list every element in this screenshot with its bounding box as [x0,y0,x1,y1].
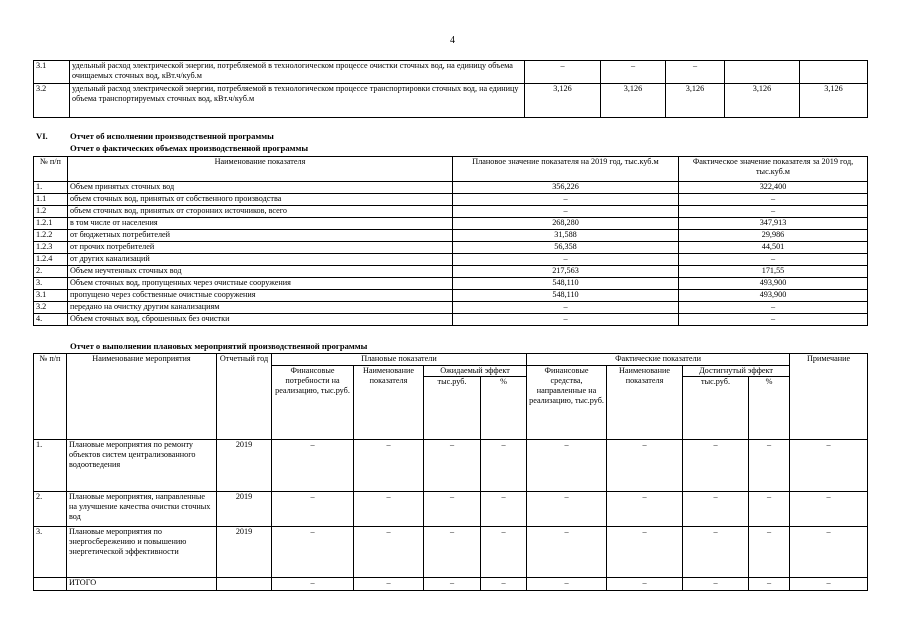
cell-value: – [527,578,607,591]
row-number: 3.2 [34,302,68,314]
cell-value [725,61,800,84]
row-number: 3.1 [34,290,68,302]
plan-value: 268,280 [453,218,679,230]
section-title: Отчет об исполнении производственной программы [70,131,274,141]
plan-value: 31,588 [453,230,679,242]
header-actual: Фактические показатели [527,354,790,366]
plan-value: 548,110 [453,278,679,290]
row-number: 3. [34,278,68,290]
cell-value: – [749,492,790,527]
page-number: 4 [450,35,455,46]
section-number: VI. [36,131,48,141]
cell-value: 3,126 [601,84,666,118]
row-number [34,578,67,591]
cell-value: – [683,527,749,578]
row-number: 1.2.2 [34,230,68,242]
table-row [34,527,868,578]
row-name: удельный расход электрической энергии, потребляемой в технологическом процессе очистки сточных вод, на единицу объема очищаемых сточных вод, кВт.ч/куб.м [70,61,525,84]
events-section-title: Отчет о выполнении плановых мероприятий производственной программы [70,341,368,351]
header-fin-fact: Финансовые средства, направленные на реализацию, тыс.руб. [527,366,607,440]
cell-value: – [683,440,749,492]
cell-value: – [607,578,683,591]
plan-value: 56,358 [453,242,679,254]
row-year: 2019 [217,492,272,527]
row-name: Плановые мероприятия по энергосбережению и повышению энергетической эффективности [67,527,217,578]
plan-value: 217,563 [453,266,679,278]
table-row [34,302,868,314]
fact-value: 493,900 [679,278,868,290]
table-row [34,182,868,194]
row-number: 2. [34,266,68,278]
header-achieved-effect: Достигнутый эффект [683,366,790,377]
table-row [34,242,868,254]
row-number: 1.2.3 [34,242,68,254]
header-percent: % [481,377,527,440]
row-number: 1. [34,440,67,492]
row-name: в том числе от населения [68,218,453,230]
cell-value: – [481,492,527,527]
plan-value: – [453,302,679,314]
cell-value: 3,126 [525,84,601,118]
cell-value: 3,126 [666,84,725,118]
fact-value: 29,986 [679,230,868,242]
header-year: Отчетный год [217,354,272,440]
section-subtitle: Отчет о фактических объемах производственной программы [70,143,309,153]
header-num: № п/п [34,157,68,182]
cell-value: – [481,578,527,591]
fact-value: – [679,206,868,218]
header-planned: Плановые показатели [272,354,527,366]
cell-value: – [527,527,607,578]
row-name: Объем принятых сточных вод [68,182,453,194]
cell-value: – [481,527,527,578]
table-row [34,492,868,527]
total-row [34,578,868,591]
fact-value: 493,900 [679,290,868,302]
cell-value [800,61,868,84]
header-fact: Фактическое значение показателя за 2019 год, тыс.куб.м [679,157,868,182]
cell-value: – [607,527,683,578]
header-plan: Плановое значение показателя на 2019 год, тыс.куб.м [453,157,679,182]
table-row [34,218,868,230]
cell-value: – [683,578,749,591]
table-row [34,254,868,266]
cell-value: – [424,578,481,591]
row-name: пропущено через собственные очистные сооружения [68,290,453,302]
table-row [34,84,868,118]
row-name: от других канализаций [68,254,453,266]
row-year: 2019 [217,527,272,578]
row-number: 3. [34,527,67,578]
cell-value: – [607,492,683,527]
table-row [34,194,868,206]
table-row [34,290,868,302]
row-year: 2019 [217,440,272,492]
cell-value: – [272,440,354,492]
row-name: от бюджетных потребителей [68,230,453,242]
fact-value: 171,55 [679,266,868,278]
plan-value: 548,110 [453,290,679,302]
cell-value: – [525,61,601,84]
header-num: № п/п [34,354,67,440]
cell-value: – [790,440,868,492]
cell-value: – [272,578,354,591]
plan-value: – [453,254,679,266]
header-name: Наименование мероприятия [67,354,217,440]
cell-value: – [790,492,868,527]
fact-value: – [679,302,868,314]
table-header-row [34,354,868,366]
row-name: ИТОГО [67,578,217,591]
cell-value: 3,126 [800,84,868,118]
cell-value: – [354,578,424,591]
row-name: Плановые мероприятия, направленные на улучшение качества очистки сточных вод [67,492,217,527]
cell-value: – [272,492,354,527]
cell-value: – [481,440,527,492]
table-row [34,61,868,84]
row-number: 3.2 [34,84,70,118]
energy-consumption-table [33,60,868,118]
plan-value: – [453,194,679,206]
row-name: Объем сточных вод, сброшенных без очистки [68,314,453,326]
cell-value: – [749,578,790,591]
plan-value: 356,226 [453,182,679,194]
row-name: Объем сточных вод, пропущенных через очистные сооружения [68,278,453,290]
planned-events-table [33,353,868,591]
row-name: от прочих потребителей [68,242,453,254]
cell-value: – [749,440,790,492]
row-name: Плановые мероприятия по ремонту объектов систем централизованного водоотведения [67,440,217,492]
cell-value: – [527,492,607,527]
fact-value: – [679,254,868,266]
plan-value: – [453,206,679,218]
table-row [34,266,868,278]
table-row [34,440,868,492]
header-percent: % [749,377,790,440]
row-number: 1. [34,182,68,194]
cell-value: – [527,440,607,492]
header-note: Примечание [790,354,868,440]
row-number: 3.1 [34,61,70,84]
row-number: 1.1 [34,194,68,206]
cell-value: – [354,527,424,578]
row-name: передано на очистку другим канализациям [68,302,453,314]
table-header-row [34,157,868,182]
header-fin-plan: Финансовые потребности на реализацию, тыс.руб. [272,366,354,440]
row-number: 2. [34,492,67,527]
header-expected-effect: Ожидаемый эффект [424,366,527,377]
row-name: удельный расход электрической энергии, потребляемой в технологическом процессе транспортировки сточных вод, на единицу объема транспортируемых сточных вод, кВт.ч/куб.м [70,84,525,118]
row-name: объем сточных вод, принятых от собственного производства [68,194,453,206]
row-name: Объем неучтенных сточных вод [68,266,453,278]
table-row [34,314,868,326]
cell-value: – [424,440,481,492]
header-thous-rub: тыс.руб. [424,377,481,440]
cell-value: – [424,492,481,527]
header-indicator-name: Наименование показателя [354,366,424,440]
row-year [217,578,272,591]
row-number: 4. [34,314,68,326]
fact-value: 347,913 [679,218,868,230]
cell-value: – [607,440,683,492]
header-indicator-name-fact: Наименование показателя [607,366,683,440]
cell-value: – [666,61,725,84]
row-number: 1.2.1 [34,218,68,230]
table-row [34,278,868,290]
row-number: 1.2 [34,206,68,218]
fact-value: – [679,194,868,206]
header-name: Наименование показателя [68,157,453,182]
table-row [34,206,868,218]
cell-value: – [354,492,424,527]
cell-value: – [424,527,481,578]
fact-value: – [679,314,868,326]
cell-value: – [601,61,666,84]
plan-value: – [453,314,679,326]
row-name: объем сточных вод, принятых от сторонних источников, всего [68,206,453,218]
fact-value: 322,400 [679,182,868,194]
cell-value: – [354,440,424,492]
cell-value: – [790,527,868,578]
row-number: 1.2.4 [34,254,68,266]
cell-value: – [790,578,868,591]
cell-value: – [272,527,354,578]
cell-value: – [749,527,790,578]
table-row [34,230,868,242]
header-thous-rub: тыс.руб. [683,377,749,440]
cell-value: 3,126 [725,84,800,118]
production-volumes-table [33,156,868,326]
cell-value: – [683,492,749,527]
fact-value: 44,501 [679,242,868,254]
